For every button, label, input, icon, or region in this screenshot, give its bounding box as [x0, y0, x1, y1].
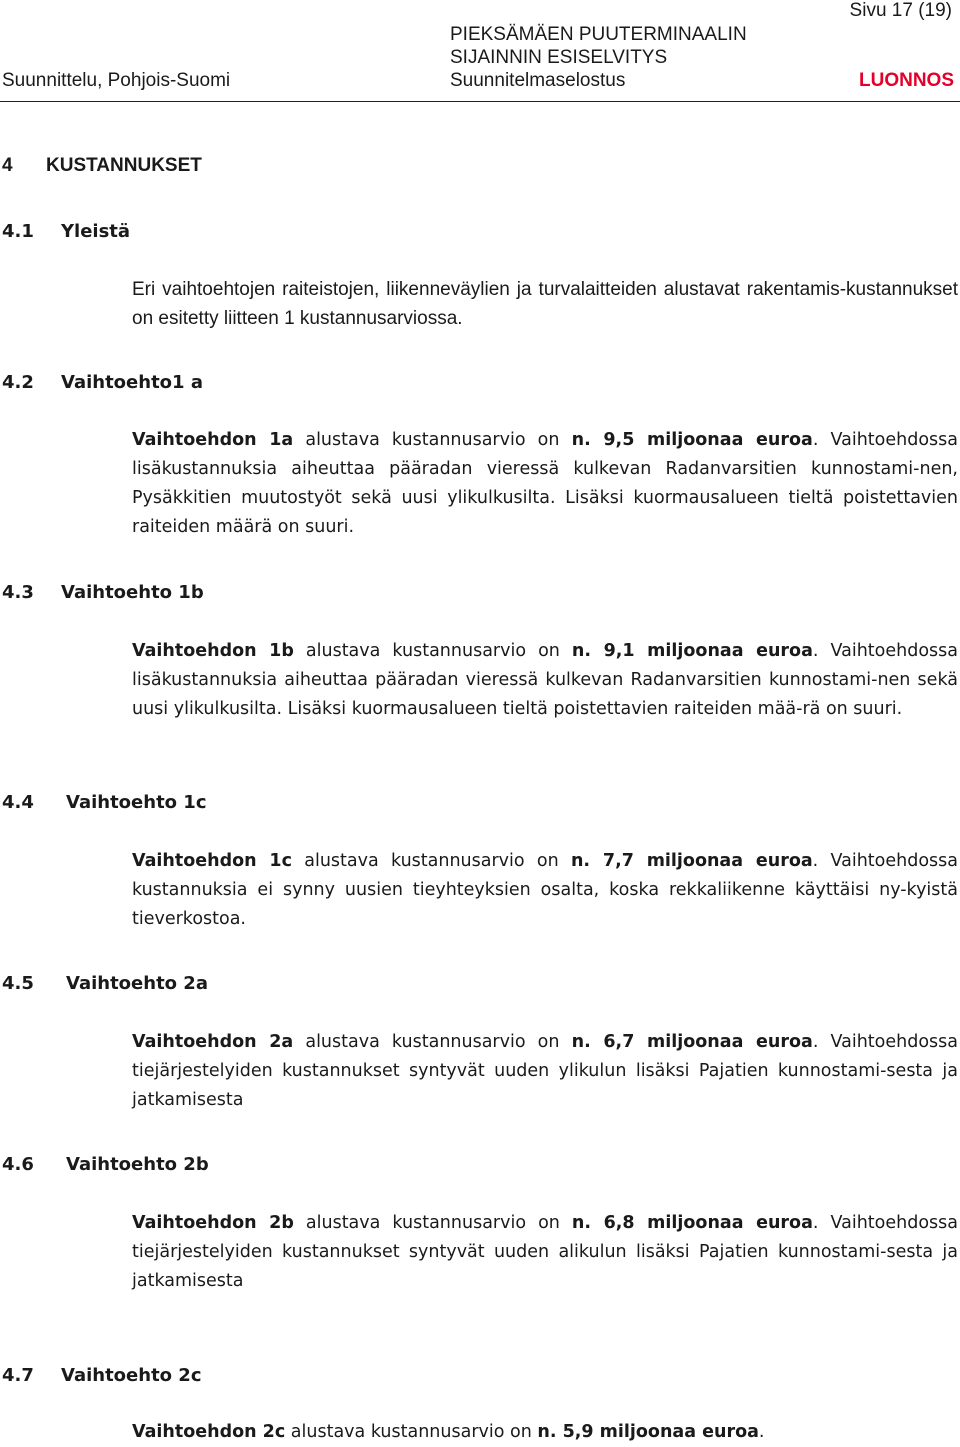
- section-number: 4.1: [2, 221, 34, 242]
- estimate-label: alustava kustannusarvio on: [285, 1422, 538, 1442]
- estimate-label: alustava kustannusarvio on: [293, 430, 572, 450]
- cost-estimate: n. 5,9 miljoonaa euroa: [537, 1422, 759, 1442]
- doc-title-line2: SIJAINNIN ESISELVITYS: [450, 47, 668, 68]
- section-heading-4-3: [2, 582, 204, 603]
- option-name: Vaihtoehdon 2a: [132, 1032, 294, 1052]
- section-number: 4.6: [2, 1154, 34, 1175]
- cost-estimate: n. 6,7 miljoonaa euroa: [571, 1032, 813, 1052]
- section-title: Vaihtoehto 2c: [61, 1365, 202, 1386]
- estimate-label: alustava kustannusarvio on: [293, 641, 572, 661]
- option-name: Vaihtoehdon 1a: [132, 430, 294, 450]
- section-number: 4.5: [2, 973, 34, 994]
- section-text-4-5: [132, 1028, 958, 1115]
- option-name: Vaihtoehdon 1c: [132, 851, 292, 871]
- section-heading-4-2: [2, 372, 203, 393]
- section-title: Vaihtoehto1 a: [61, 372, 203, 393]
- section-number: 4.3: [2, 582, 34, 603]
- chapter-number: 4: [2, 155, 13, 176]
- section-heading-4-1: [2, 221, 130, 242]
- option-name: Vaihtoehdon 2b: [132, 1213, 294, 1233]
- section-body: . Vaihtoehdossa lisäkustannuksia aiheuttaa pääradan vieressä kulkevan Radanvarsitien kunnostami-nen, Pysäkkitien muutostyöt sekä uusi ylikulkusilta. Lisäksi kuormausalueen tieltä poistettavien raiteiden määrä on suuri.: [132, 430, 959, 537]
- section-body: . Vaihtoehdossa tiejärjestelyiden kustannukset syntyvät uuden alikulun lisäksi Pajatien kunnostami-sesta ja jatkamisesta: [132, 1213, 959, 1291]
- section-number: 4.2: [2, 372, 34, 393]
- cost-estimate: n. 6,8 miljoonaa euroa: [571, 1213, 813, 1233]
- section-number: 4.7: [2, 1365, 34, 1386]
- option-name: Vaihtoehdon 2c: [132, 1422, 286, 1442]
- option-name: Vaihtoehdon 1b: [132, 641, 294, 661]
- doc-title-line1: PIEKSÄMÄEN PUUTERMINAALIN: [450, 24, 747, 45]
- doc-subtitle: Suunnitelmaselostus: [450, 70, 626, 91]
- chapter-title: KUSTANNUKSET: [46, 155, 202, 176]
- section-title: Yleistä: [61, 221, 131, 242]
- section-title: Vaihtoehto 2b: [66, 1154, 209, 1175]
- header-divider: [0, 101, 960, 102]
- section-title: Vaihtoehto 2a: [66, 973, 208, 994]
- section-text-4-6: [132, 1209, 958, 1296]
- page-number: Sivu 17 (19): [849, 0, 952, 21]
- estimate-label: alustava kustannusarvio on: [293, 1032, 572, 1052]
- chapter-heading: [2, 155, 202, 177]
- cost-estimate: n. 9,1 miljoonaa euroa: [571, 641, 813, 661]
- section-heading-4-6: [2, 1154, 209, 1175]
- section-heading-4-7: [2, 1365, 202, 1386]
- section-text-4-4: [132, 847, 958, 934]
- section-text-4-1: Eri vaihtoehtojen raiteistojen, liikenneväylien ja turvalaitteiden alustavat rakentamis-kustannukset on esitetty liitteen 1 kustannusarviossa.: [132, 279, 958, 329]
- section-title: Vaihtoehto 1b: [61, 582, 204, 603]
- cost-estimate: n. 7,7 miljoonaa euroa: [570, 851, 813, 871]
- section-body: . Vaihtoehdossa tiejärjestelyiden kustannukset syntyvät uuden ylikulun lisäksi Pajatien kunnostami-sesta ja jatkamisesta: [132, 1032, 959, 1110]
- section-title: Vaihtoehto 1c: [66, 792, 207, 813]
- section-text-4-2: [132, 426, 958, 542]
- section-heading-4-4: [2, 792, 207, 813]
- section-text-4-3: [132, 637, 958, 724]
- section-body: . Vaihtoehdossa kustannuksia ei synny uusien tieyhteyksien osalta, koska rekkaliikenne käyttäisi ny-kyistä tieverkostoa.: [132, 851, 958, 929]
- section-heading-4-5: [2, 973, 208, 994]
- section-number: 4.4: [2, 792, 34, 813]
- estimate-label: alustava kustannusarvio on: [293, 1213, 572, 1233]
- cost-estimate: n. 9,5 miljoonaa euroa: [571, 430, 813, 450]
- section-body: . Vaihtoehdossa lisäkustannuksia aiheuttaa pääradan vieressä kulkevan Radanvarsitien kunnostami-nen sekä uusi ylikulkusilta. Lisäksi kuormausalueen tieltä poistettavien raiteiden mää-rä on suuri.: [132, 641, 959, 719]
- estimate-label: alustava kustannusarvio on: [291, 851, 571, 871]
- section-text-4-7: [132, 1418, 958, 1447]
- draft-status: LUONNOS: [859, 70, 954, 91]
- section-body: .: [758, 1422, 765, 1442]
- header-org: Suunnittelu, Pohjois-Suomi: [2, 70, 231, 91]
